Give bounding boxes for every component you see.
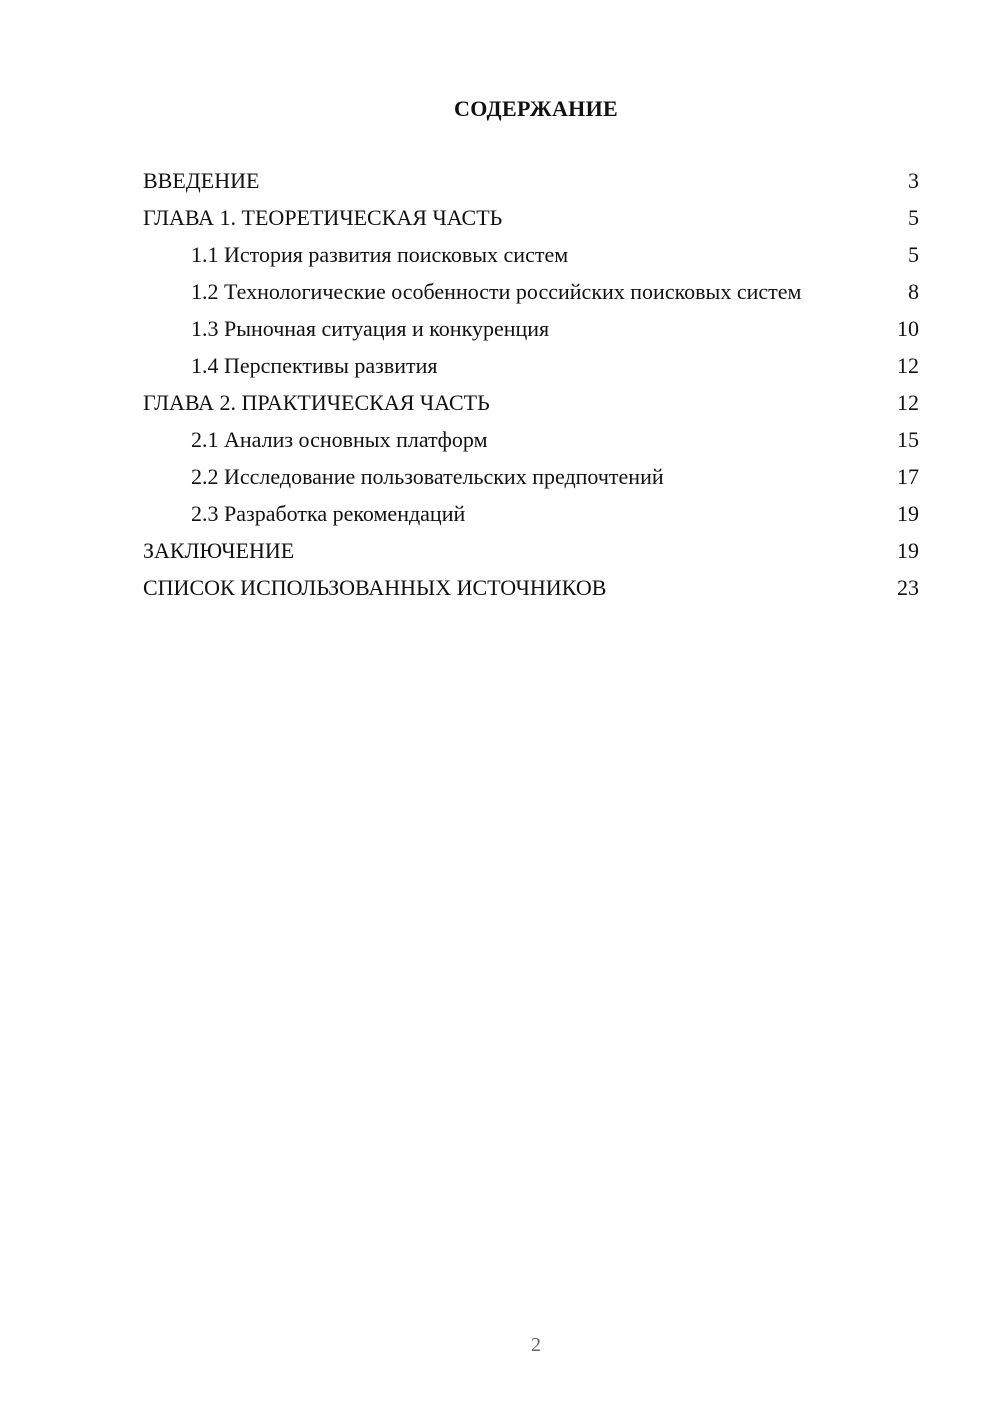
toc-entry-section-1-4[interactable] [143,353,919,379]
toc-entry-label: 2.3 Разработка рекомендаций [191,501,466,526]
toc-entry-section-1-3[interactable] [143,316,919,342]
toc-entry-chapter-2[interactable] [143,390,919,416]
page-number: 2 [531,1334,541,1356]
toc-entry-page: 12 [897,390,919,415]
toc-entry-page: 3 [908,168,919,193]
table-of-contents [143,168,919,612]
toc-entry-section-2-1[interactable] [143,427,919,453]
toc-entry-page: 23 [897,575,919,600]
toc-entry-page: 15 [897,427,919,452]
toc-entry-label: ГЛАВА 2. ПРАКТИЧЕСКАЯ ЧАСТЬ [143,390,490,415]
toc-entry-page: 19 [897,501,919,526]
toc-entry-label: 1.1 История развития поисковых систем [191,242,569,267]
toc-entry-label: 2.1 Анализ основных платформ [191,427,488,452]
toc-entry-label: СПИСОК ИСПОЛЬЗОВАННЫХ ИСТОЧНИКОВ [143,575,607,600]
toc-entry-section-1-2[interactable] [143,279,919,305]
toc-entry-label: 1.4 Перспективы развития [191,353,438,378]
toc-entry-section-2-2[interactable] [143,464,919,490]
toc-entry-label: 1.2 Технологические особенности российских поисковых систем [191,279,802,304]
toc-entry-label: 1.3 Рыночная ситуация и конкуренция [191,316,550,341]
toc-entry-label: ВВЕДЕНИЕ [143,168,260,193]
toc-entry-page: 8 [908,279,919,304]
toc-entry-introduction[interactable] [143,168,919,194]
toc-entry-label: 2.2 Исследование пользовательских предпочтений [191,464,664,489]
toc-entry-page: 19 [897,538,919,563]
toc-entry-page: 10 [897,316,919,341]
toc-entry-conclusion[interactable] [143,538,919,564]
toc-entry-section-2-3[interactable] [143,501,919,527]
toc-entry-page: 17 [897,464,919,489]
toc-entry-page: 5 [908,242,919,267]
toc-entry-page: 5 [908,205,919,230]
toc-entry-label: ГЛАВА 1. ТЕОРЕТИЧЕСКАЯ ЧАСТЬ [143,205,503,230]
toc-entry-label: ЗАКЛЮЧЕНИЕ [143,538,295,563]
page-title: СОДЕРЖАНИЕ [454,96,618,121]
toc-entry-page: 12 [897,353,919,378]
toc-entry-chapter-1[interactable] [143,205,919,231]
toc-entry-section-1-1[interactable] [143,242,919,268]
toc-entry-references[interactable] [143,575,919,601]
